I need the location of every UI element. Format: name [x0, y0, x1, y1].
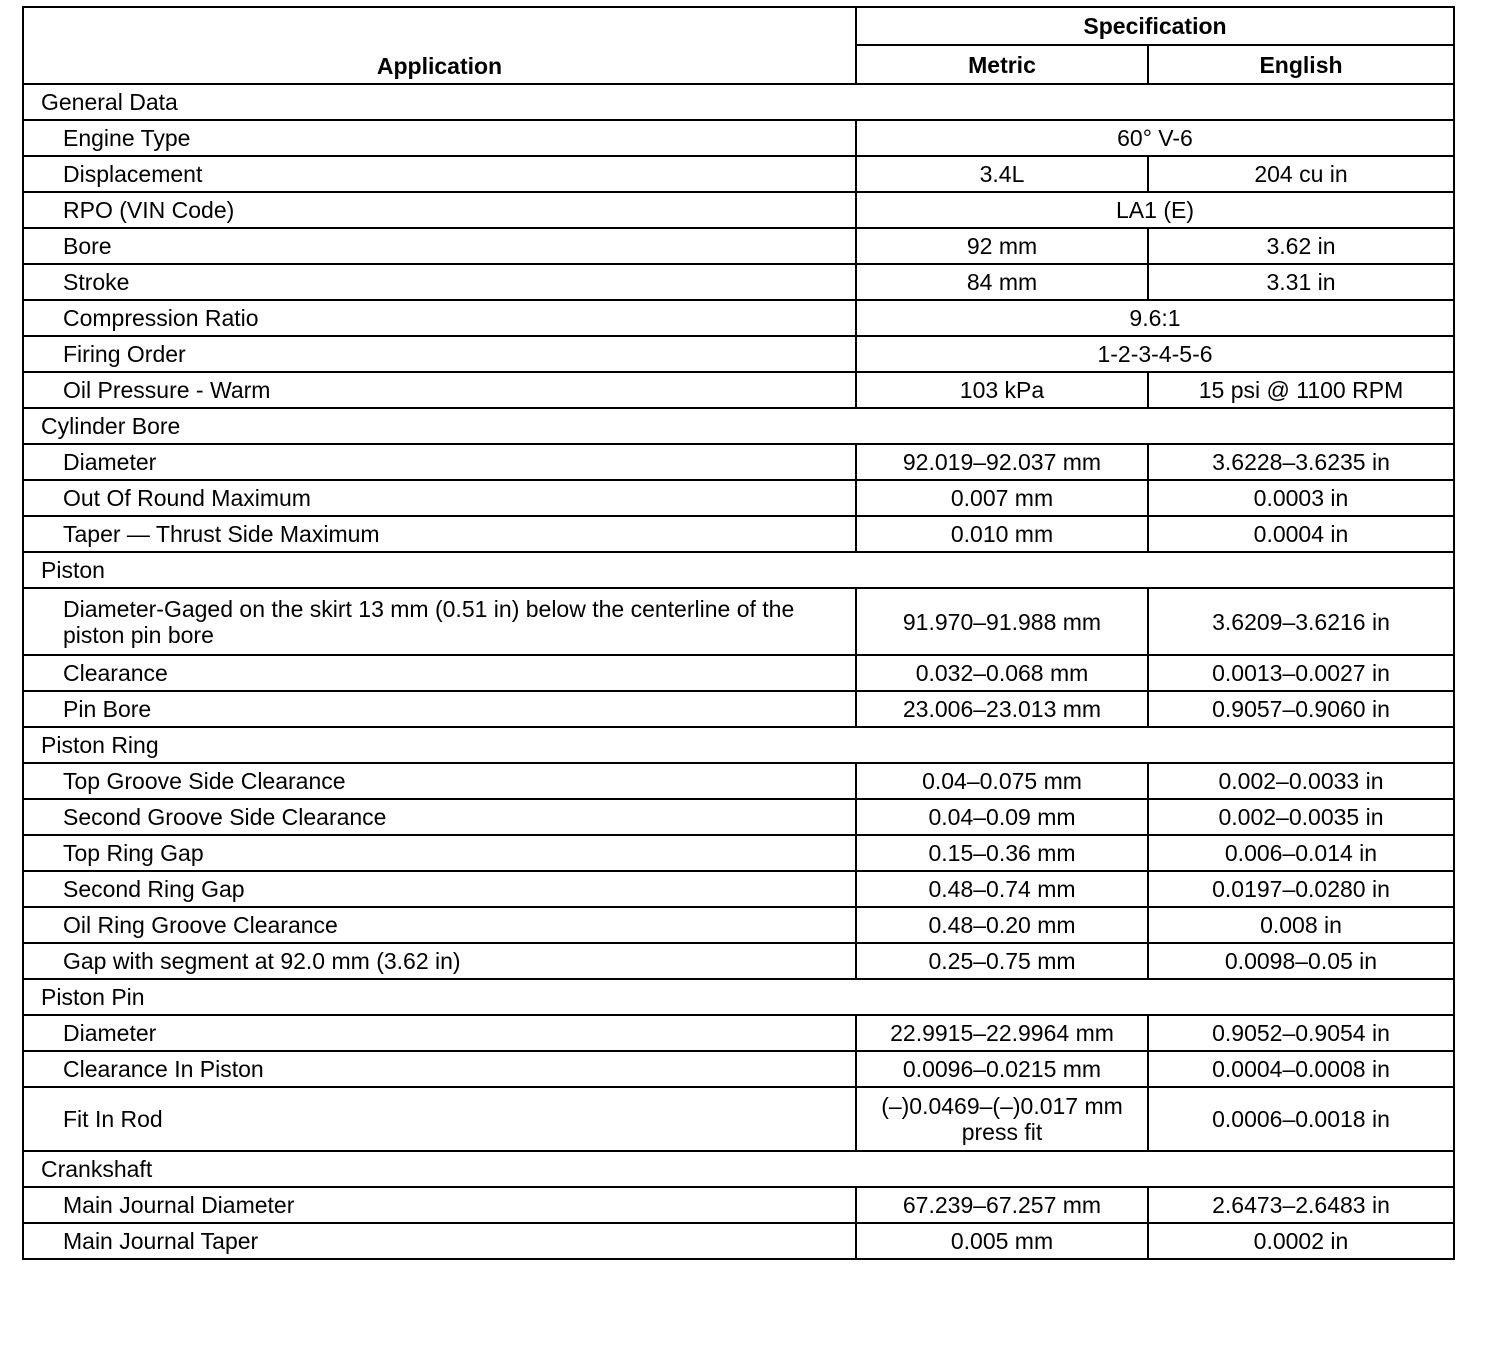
english-value-cell: 0.0004 in	[1148, 516, 1454, 552]
english-value-cell: 0.0013–0.0027 in	[1148, 655, 1454, 691]
application-header: Application	[23, 7, 856, 84]
application-cell: Compression Ratio	[23, 300, 856, 336]
metric-value-cell: 0.48–0.74 mm	[856, 871, 1148, 907]
section-row	[23, 84, 1454, 120]
english-value-cell: 2.6473–2.6483 in	[1148, 1187, 1454, 1223]
section-row	[23, 408, 1454, 444]
table-row	[23, 228, 1454, 264]
metric-value-cell: 91.970–91.988 mm	[856, 588, 1148, 655]
table-row	[23, 444, 1454, 480]
application-cell: Oil Pressure - Warm	[23, 372, 856, 408]
application-cell: Diameter	[23, 1015, 856, 1051]
english-value-cell: 3.62 in	[1148, 228, 1454, 264]
section-row	[23, 1151, 1454, 1187]
english-header: English	[1148, 45, 1454, 84]
table-row	[23, 192, 1454, 228]
spec-value-cell: 1-2-3-4-5-6	[856, 336, 1454, 372]
english-value-cell: 3.31 in	[1148, 264, 1454, 300]
table-body	[23, 84, 1454, 1259]
spec-value-cell: 9.6:1	[856, 300, 1454, 336]
application-cell: Clearance	[23, 655, 856, 691]
application-cell: Gap with segment at 92.0 mm (3.62 in)	[23, 943, 856, 979]
table-header	[23, 7, 1454, 84]
table-row	[23, 336, 1454, 372]
english-value-cell: 3.6209–3.6216 in	[1148, 588, 1454, 655]
table-row	[23, 1187, 1454, 1223]
section-heading: Crankshaft	[23, 1151, 1454, 1187]
metric-value-cell: 0.04–0.075 mm	[856, 763, 1148, 799]
section-heading: Cylinder Bore	[23, 408, 1454, 444]
application-cell: Out Of Round Maximum	[23, 480, 856, 516]
specification-header: Specification	[856, 7, 1454, 45]
english-value-cell: 204 cu in	[1148, 156, 1454, 192]
metric-value-cell: 92 mm	[856, 228, 1148, 264]
application-cell: Taper — Thrust Side Maximum	[23, 516, 856, 552]
table-row	[23, 588, 1454, 655]
application-cell: Main Journal Taper	[23, 1223, 856, 1259]
metric-header: Metric	[856, 45, 1148, 84]
section-heading: Piston	[23, 552, 1454, 588]
table-row	[23, 799, 1454, 835]
application-cell: Diameter-Gaged on the skirt 13 mm (0.51 in) below the centerline of the piston pin bore	[23, 588, 856, 655]
table-row	[23, 943, 1454, 979]
metric-value-cell: 0.005 mm	[856, 1223, 1148, 1259]
section-row	[23, 979, 1454, 1015]
application-cell: Pin Bore	[23, 691, 856, 727]
english-value-cell: 0.0004–0.0008 in	[1148, 1051, 1454, 1087]
metric-value-cell: 0.48–0.20 mm	[856, 907, 1148, 943]
metric-value-cell: 22.9915–22.9964 mm	[856, 1015, 1148, 1051]
table-row	[23, 871, 1454, 907]
table-row	[23, 264, 1454, 300]
metric-value-cell: (–)0.0469–(–)0.017 mm press fit	[856, 1087, 1148, 1151]
metric-value-cell: 84 mm	[856, 264, 1148, 300]
english-value-cell: 0.008 in	[1148, 907, 1454, 943]
english-value-cell: 0.0197–0.0280 in	[1148, 871, 1454, 907]
english-value-cell: 0.0098–0.05 in	[1148, 943, 1454, 979]
spec-value-cell: LA1 (E)	[856, 192, 1454, 228]
english-value-cell: 0.006–0.014 in	[1148, 835, 1454, 871]
english-value-cell: 15 psi @ 1100 RPM	[1148, 372, 1454, 408]
metric-value-cell: 0.25–0.75 mm	[856, 943, 1148, 979]
metric-value-cell: 0.007 mm	[856, 480, 1148, 516]
table-row	[23, 300, 1454, 336]
application-cell: Displacement	[23, 156, 856, 192]
application-cell: Clearance In Piston	[23, 1051, 856, 1087]
table-row	[23, 763, 1454, 799]
english-value-cell: 0.0003 in	[1148, 480, 1454, 516]
english-value-cell: 0.9057–0.9060 in	[1148, 691, 1454, 727]
table-row	[23, 120, 1454, 156]
table-row	[23, 907, 1454, 943]
application-cell: Bore	[23, 228, 856, 264]
section-row	[23, 727, 1454, 763]
table-row	[23, 156, 1454, 192]
metric-value-cell: 0.15–0.36 mm	[856, 835, 1148, 871]
application-cell: Stroke	[23, 264, 856, 300]
metric-value-cell: 0.04–0.09 mm	[856, 799, 1148, 835]
section-heading: Piston Pin	[23, 979, 1454, 1015]
application-cell: Firing Order	[23, 336, 856, 372]
english-value-cell: 0.002–0.0033 in	[1148, 763, 1454, 799]
table-row	[23, 480, 1454, 516]
table-row	[23, 655, 1454, 691]
metric-value-cell: 0.0096–0.0215 mm	[856, 1051, 1148, 1087]
engine-spec-table	[22, 6, 1455, 1260]
english-value-cell: 0.002–0.0035 in	[1148, 799, 1454, 835]
metric-value-cell: 67.239–67.257 mm	[856, 1187, 1148, 1223]
metric-value-cell: 3.4L	[856, 156, 1148, 192]
metric-value-cell: 0.010 mm	[856, 516, 1148, 552]
application-cell: Fit In Rod	[23, 1087, 856, 1151]
application-cell: Main Journal Diameter	[23, 1187, 856, 1223]
metric-value-cell: 103 kPa	[856, 372, 1148, 408]
table-row	[23, 372, 1454, 408]
application-cell: RPO (VIN Code)	[23, 192, 856, 228]
english-value-cell: 3.6228–3.6235 in	[1148, 444, 1454, 480]
table-row	[23, 1015, 1454, 1051]
application-cell: Second Ring Gap	[23, 871, 856, 907]
application-cell: Engine Type	[23, 120, 856, 156]
english-value-cell: 0.9052–0.9054 in	[1148, 1015, 1454, 1051]
metric-value-cell: 23.006–23.013 mm	[856, 691, 1148, 727]
english-value-cell: 0.0002 in	[1148, 1223, 1454, 1259]
application-cell: Top Groove Side Clearance	[23, 763, 856, 799]
section-heading: General Data	[23, 84, 1454, 120]
application-cell: Diameter	[23, 444, 856, 480]
table-row	[23, 835, 1454, 871]
section-heading: Piston Ring	[23, 727, 1454, 763]
table-row	[23, 516, 1454, 552]
english-value-cell: 0.0006–0.0018 in	[1148, 1087, 1454, 1151]
table-row	[23, 691, 1454, 727]
spec-value-cell: 60° V-6	[856, 120, 1454, 156]
application-cell: Oil Ring Groove Clearance	[23, 907, 856, 943]
metric-value-cell: 0.032–0.068 mm	[856, 655, 1148, 691]
application-cell: Second Groove Side Clearance	[23, 799, 856, 835]
table-row	[23, 1087, 1454, 1151]
section-row	[23, 552, 1454, 588]
application-cell: Top Ring Gap	[23, 835, 856, 871]
metric-value-cell: 92.019–92.037 mm	[856, 444, 1148, 480]
table-row	[23, 1051, 1454, 1087]
table-row	[23, 1223, 1454, 1259]
